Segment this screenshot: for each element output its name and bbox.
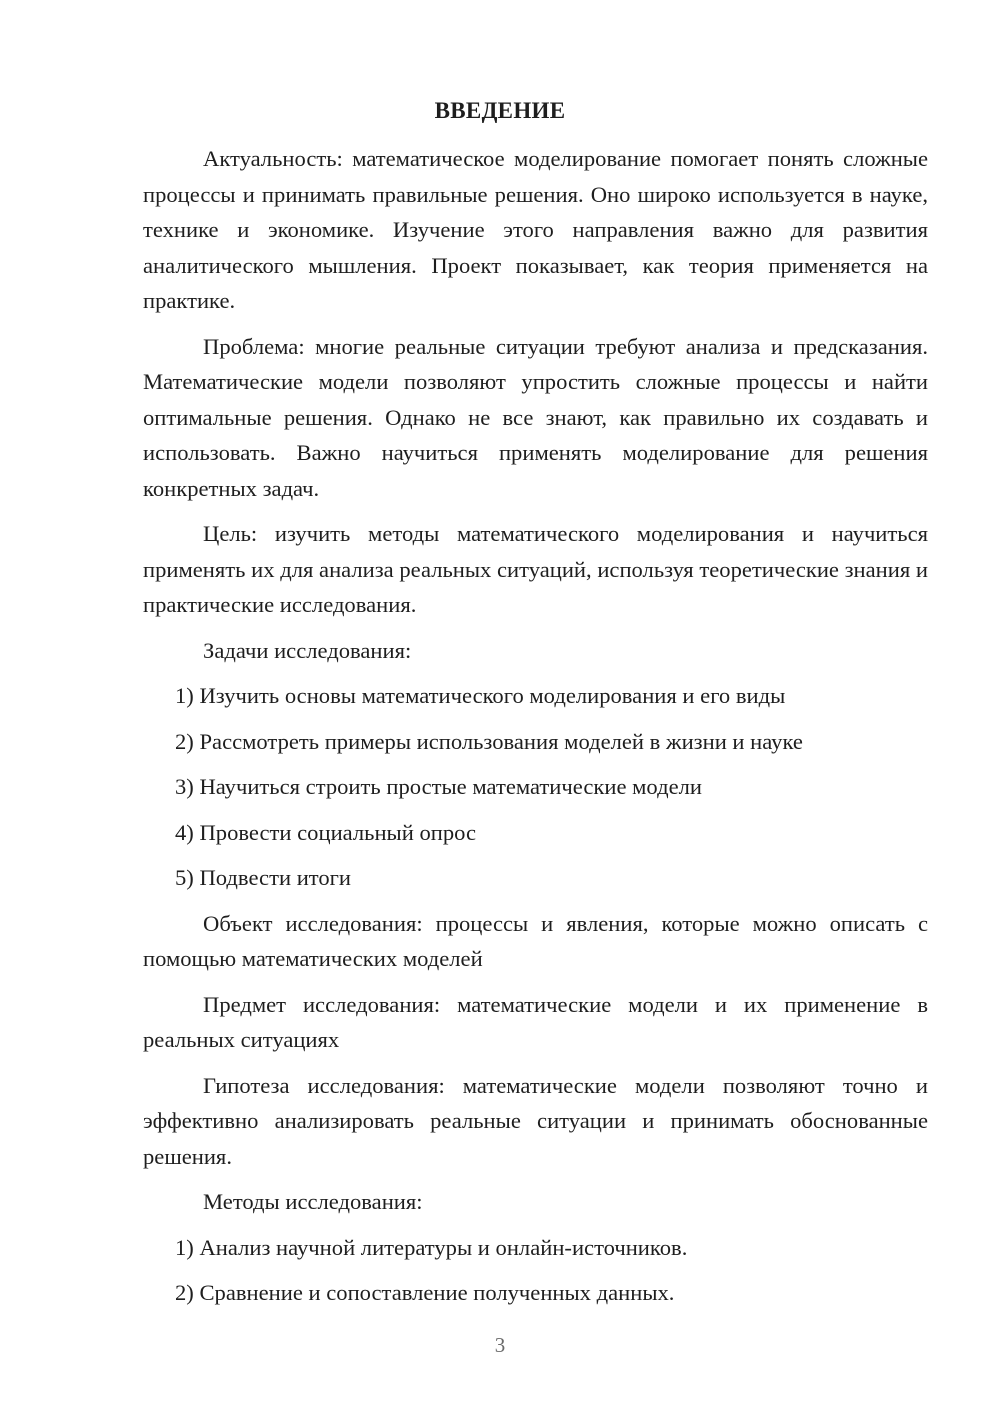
tasks-heading: Задачи исследования: xyxy=(203,637,412,663)
page-number: 3 xyxy=(494,1333,506,1357)
list-item: 2) Рассмотреть примеры использования моделей в жизни и науке xyxy=(175,728,803,754)
list-item: 2) Сравнение и сопоставление полученных данных. xyxy=(175,1280,675,1305)
goal-paragraph: Цель: изучить методы математического моделирования и научиться применять их для анализа реальных ситуаций, используя теоретические знания и практические исследования. xyxy=(143,521,928,617)
list-item: 1) Изучить основы математического моделирования и его виды xyxy=(175,683,786,708)
page-body xyxy=(143,141,928,1311)
list-item: 1) Анализ научной литературы и онлайн-источников. xyxy=(175,1234,688,1260)
list-item: 3) Научиться строить простые математические модели xyxy=(175,774,702,799)
relevance-paragraph: Актуальность: математическое моделирование помогает понять сложные процессы и принимать правильные решения. Оно широко используется в науке, технике и экономике. Изучение этого направления важно для развития аналитического мышления. Проект показывает, как теория применяется на практике. xyxy=(143,146,928,313)
object-paragraph: Объект исследования: процессы и явления, которые можно описать с помощью математических моделей xyxy=(143,910,928,971)
hypothesis-paragraph: Гипотеза исследования: математические модели позволяют точно и эффективно анализировать реальные ситуации и принимать обоснованные решения. xyxy=(143,1072,928,1169)
list-item: 5) Подвести итоги xyxy=(175,865,352,890)
subject-paragraph: Предмет исследования: математические модели и их применение в реальных ситуациях xyxy=(143,991,928,1052)
tasks-list xyxy=(143,678,928,896)
methods-list xyxy=(143,1230,928,1311)
methods-heading: Методы исследования: xyxy=(203,1189,423,1214)
problem-paragraph: Проблема: многие реальные ситуации требуют анализа и предсказания. Математические модели позволяют упростить сложные процессы и найти оптимальные решения. Однако не все знают, как правильно их создавать и использовать. Важно научиться применять моделирование для решения конкретных задач. xyxy=(143,333,928,501)
list-item: 4) Провести социальный опрос xyxy=(175,819,477,845)
page-title: ВВЕДЕНИЕ xyxy=(434,98,566,123)
